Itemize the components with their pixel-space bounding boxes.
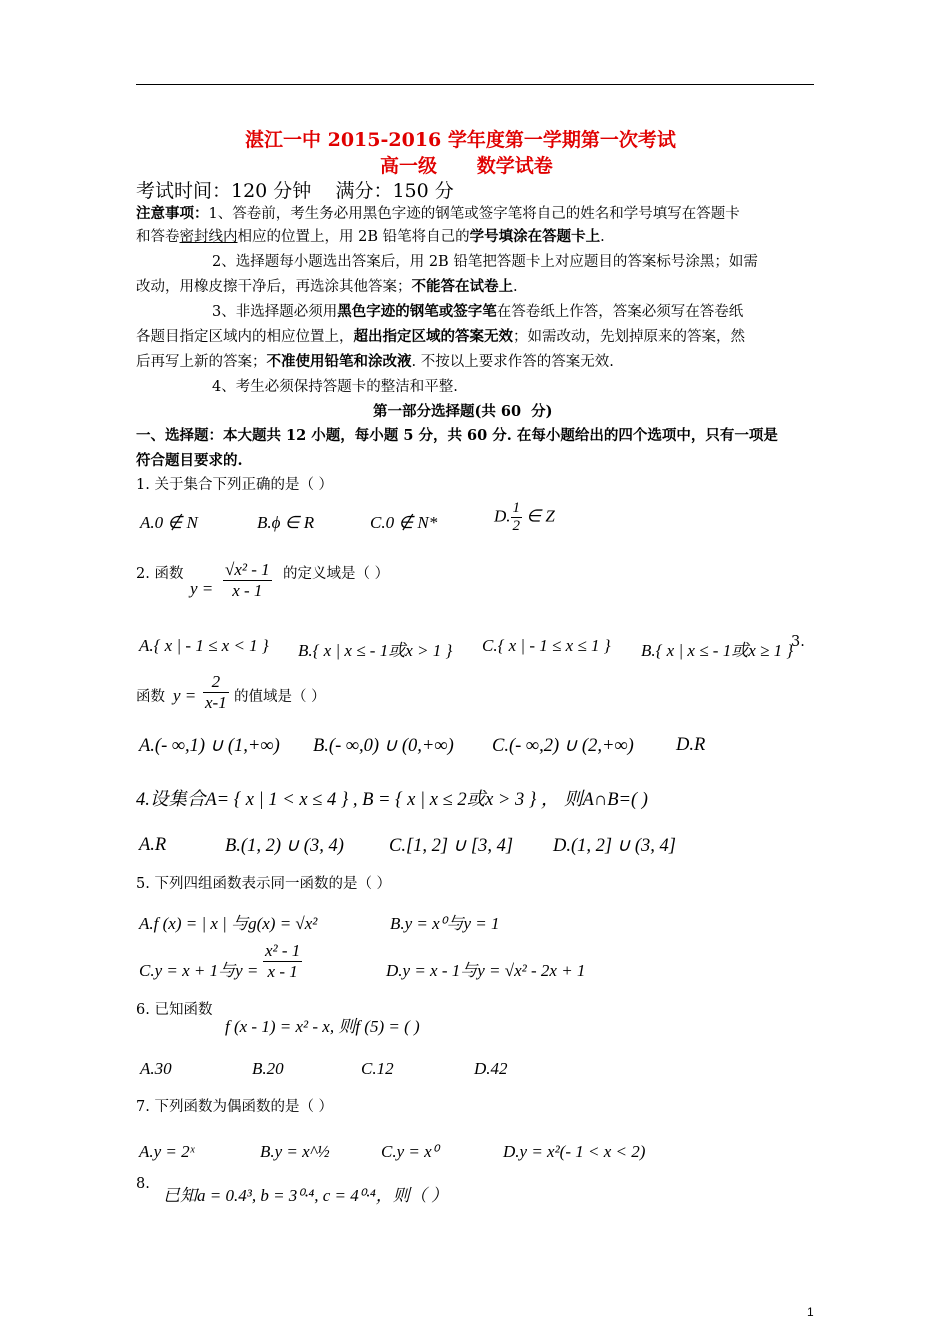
q5-c-fraction-body [263,941,302,982]
q2-stem-post: 的定义域是（ ） [283,566,390,582]
notice-line-3: 2、选择题每小题选出答案后，用 2B 铅笔把答题卡上对应题目的答案标号涂黑；如需 [212,254,758,270]
notice-item3-a-bold: 黑色字迹的钢笔或签字笔 [337,303,497,320]
q5-option-c-fraction [263,941,302,982]
q1-option-a: A.0 ∉ N [140,513,198,532]
q4-option-b: B.(1, 2) ∪ (3, 4) [225,836,344,856]
notice-item3-c-bold: 不准使用铅笔和涂改液 [266,353,412,370]
q7-option-c: C.y = x⁰ [381,1142,439,1161]
q1-option-c: C.0 ∉ N* [370,513,438,532]
q3-numerator: 2 [203,672,229,693]
q6-stem-pre: 6. 已知函数 [136,1002,213,1018]
q7-stem: 7. 下列函数为偶函数的是（ ） [136,1099,334,1115]
notice-line-4 [136,280,518,295]
exam-title: 湛江一中 2015-2016 学年度第一学期第一次考试 [245,129,676,151]
notice-item1-b-mid: 相应的位置上，用 2B 铅笔将自己的 [237,229,470,245]
q2-fraction-body [223,560,272,601]
q4-option-c: C.[1, 2] ∪ [3, 4] [389,836,514,856]
q2-y-eq: y = [190,579,214,598]
q7-option-b: B.y = x^½ [260,1142,330,1161]
part-title: 第一部分选择题(共 60 分) [373,403,553,420]
q5-c-denominator: x - 1 [267,962,298,981]
q2-numerator: √x² - 1 [225,560,270,579]
q1-option-d-tail: ∈ Z [522,506,555,526]
notice-item1-bold: 学号填涂在答题卡上 [469,228,601,245]
q6-option-c: C.12 [361,1059,394,1078]
notice-item3-a-end: 在答卷纸上作答，答案必须写在答卷纸 [496,304,744,320]
notice-line-1 [136,207,740,222]
q4-option-d: D.(1, 2] ∪ (3, 4] [553,836,676,856]
q2-denominator: x - 1 [232,581,263,600]
q2-option-a: A.{ x | - 1 ≤ x < 1 } [139,636,269,655]
q1-option-d [494,500,555,535]
q3-fraction [203,672,229,713]
q1-option-d-label: D. [494,506,511,526]
notice-line-8: 4、考生必须保持答题卡的整洁和平整. [212,379,458,395]
notice-item2-end: . [513,279,518,295]
q2-option-c: C.{ x | - 1 ≤ x ≤ 1 } [482,636,611,655]
page-number: 1 [807,1305,814,1319]
exam-info: 考试时间：120 分钟 满分：150 分 [136,180,454,202]
q3-stem-pre: 函数 [136,689,165,705]
q6-option-d: D.42 [474,1059,508,1078]
notice-item1-end: . [600,229,605,245]
notice-item2-bold: 不能答在试卷上 [411,278,513,295]
notice-item1-a: 1、答卷前，考生务必用黑色字迹的钢笔或签字笔将自己的姓名和学号填写在答题卡 [208,206,740,222]
notice-item3-b-end: ；如需改动，先划掉原来的答案，然 [513,329,745,345]
notice-item1-b-pre: 和答卷 [136,229,180,245]
q8-number: 8. [136,1176,150,1192]
q3-option-b: B.(- ∞,0) ∪ (0,+∞) [313,736,454,756]
header-rule [136,84,814,85]
section-heading-a: 一、选择题：本大题共 12 小题，每小题 5 分，共 60 分. 在每小题给出的四个选项中，只有一项是 [136,427,778,444]
q7-option-d: D.y = x²(- 1 < x < 2) [503,1142,646,1161]
q2-option-d: B.{ x | x ≤ - 1或x ≥ 1 } [641,641,794,660]
q1-option-b: B.ϕ ∈ R [257,513,315,532]
notice-line-7 [136,355,614,370]
notice-item3-b-pre: 各题目指定区域内的相应位置上， [136,329,354,345]
q2-option-b: B.{ x | x ≤ - 1或x > 1 } [298,641,453,660]
q6-option-b: B.20 [252,1059,284,1078]
q3-denominator: x-1 [205,693,227,712]
q5-option-c-pre: C.y = x + 1与y = [139,961,259,980]
notice-label: 注意事项： [136,205,209,222]
notice-item3-b-bold: 超出指定区域的答案无效 [353,328,513,345]
q3-fraction-body [203,672,229,713]
q3-number: 3. [791,634,805,650]
q3-option-c: C.(- ∞,2) ∪ (2,+∞) [492,736,634,756]
notice-item3-a-pre: 3、非选择题必须用 [212,304,338,320]
q5-option-b: B.y = x⁰与y = 1 [390,914,500,933]
q8-stem: 已知a = 0.4³, b = 3⁰·⁴, c = 4⁰·⁴，则（ ） [163,1186,449,1205]
notice-item3-c-end: . 不按以上要求作答的答案无效. [411,354,614,370]
q5-stem: 5. 下列四组函数表示同一函数的是（ ） [136,876,392,892]
notice-item2-b-pre: 改动，用橡皮擦干净后，再选涂其他答案； [136,279,412,295]
q1-option-d-fraction [511,500,523,535]
q3-stem-post: 的值域是（ ） [234,689,326,705]
notice-line-5 [212,305,743,320]
notice-item1-underline: 密封线内 [179,229,238,245]
q1-stem: 1. 关于集合下列正确的是（ ） [136,477,334,493]
q3-option-a: A.(- ∞,1) ∪ (1,+∞) [139,736,280,756]
q2-fraction [223,560,272,601]
q3-option-d: D.R [676,735,706,755]
q7-option-a: A.y = 2ˣ [139,1142,195,1161]
notice-line-6 [136,330,745,345]
q2-stem-pre: 2. 函数 [136,566,184,582]
q6-expression: f (x - 1) = x² - x, 则f (5) = ( ) [225,1017,420,1036]
q3-y-eq: y = [173,686,197,705]
q4-stem: 4.设集合A= { x | 1 < x ≤ 4 } , B = { x | x ≤ 2或x > 3 } ， 则A∩B=( ) [136,790,648,810]
q4-option-a: A.R [139,835,167,855]
q1-d-numerator: 1 [512,500,521,516]
section-heading-b: 符合题目要求的. [136,452,243,469]
notice-item3-c-pre: 后再写上新的答案； [136,354,267,370]
exam-subtitle: 高一级 数学试卷 [380,155,553,177]
q5-c-numerator: x² - 1 [265,941,301,960]
q5-option-d: D.y = x - 1与y = √x² - 2x + 1 [386,961,586,980]
notice-line-2 [136,230,605,245]
q1-d-denominator: 2 [512,518,521,534]
q6-option-a: A.30 [140,1059,172,1078]
q5-option-a: A.f (x) = | x | 与g(x) = √x² [139,914,318,933]
